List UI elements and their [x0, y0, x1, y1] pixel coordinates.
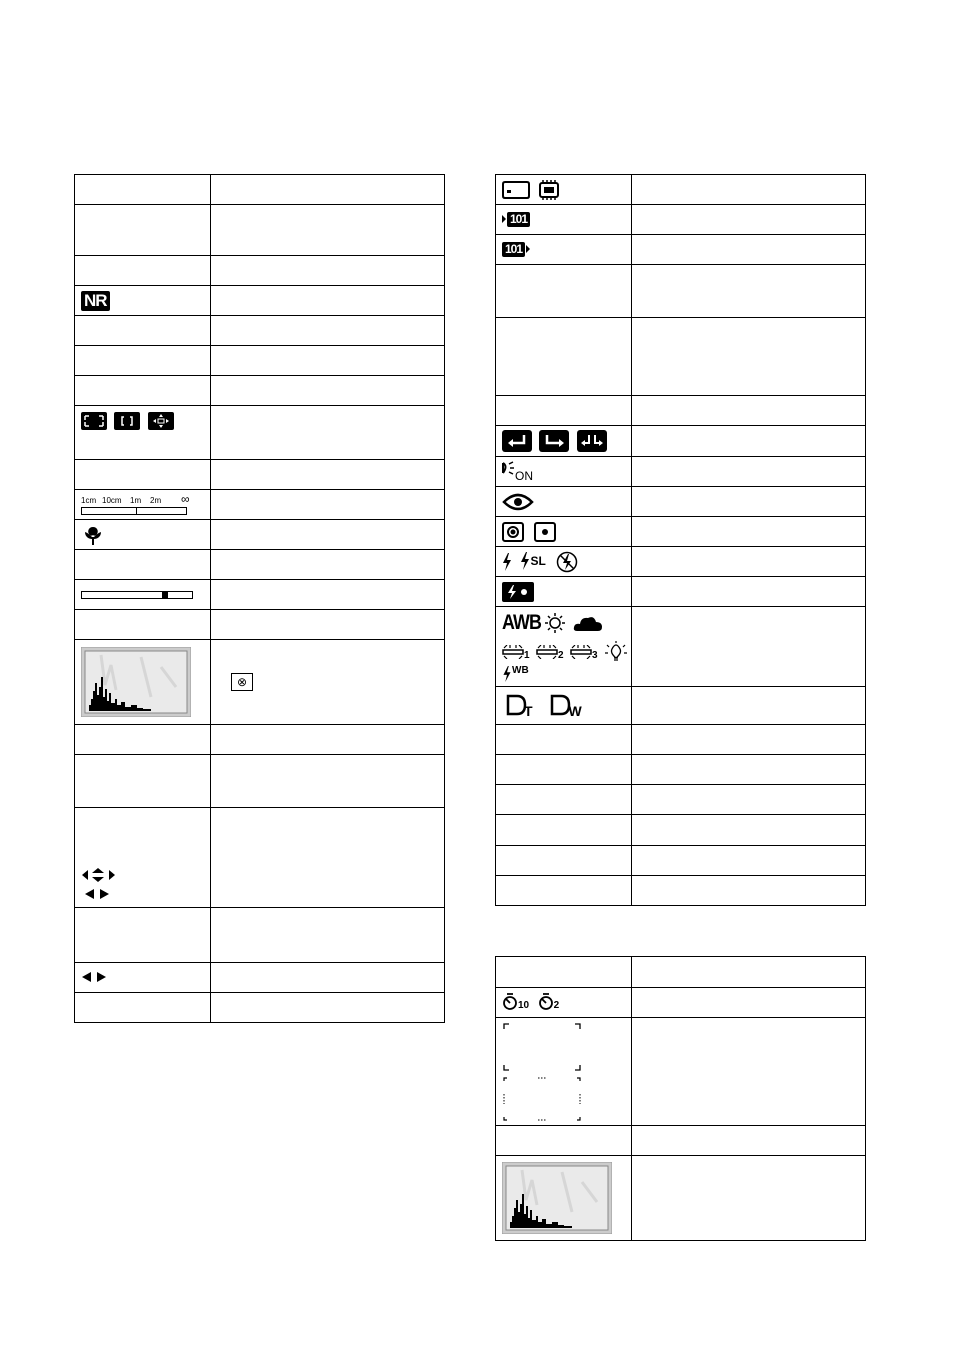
left-indicator-table [74, 174, 445, 1023]
flash-slow-sync-icon: SL [520, 552, 545, 570]
histogram-image [81, 647, 191, 717]
af-flexible-spot-icon [148, 412, 174, 430]
metering-multi-icon [502, 522, 524, 542]
noise-reduction-icon: NR [81, 291, 110, 311]
timer-indicator-table [495, 956, 866, 1241]
af-range-center-icon [114, 412, 140, 430]
zoom-wide-icon: W [550, 694, 586, 718]
internal-memory-icon [537, 180, 561, 200]
self-timer-2-icon: 2 [538, 993, 560, 1011]
exposure-bar [81, 591, 193, 599]
flash-off-icon [556, 551, 578, 573]
histogram-image [502, 1162, 612, 1234]
metering-spot-icon [534, 522, 556, 542]
fluorescent-3-icon: 3 [570, 643, 598, 661]
recording-folder-icon: 101 [502, 210, 530, 228]
focus-scale-marker [136, 507, 137, 515]
awb-icon: AWB [502, 611, 542, 634]
zoom-tele-icon: T [506, 694, 538, 718]
left-right-arrows-icon [83, 887, 119, 901]
recording-mode-normal-icon [502, 430, 532, 452]
daylight-sun-icon [544, 612, 566, 634]
white-balance-icons [502, 611, 631, 635]
warning-cross-icon: ⊗ [231, 673, 253, 691]
memory-stick-icon [502, 180, 530, 200]
af-range-multi-icon [81, 412, 107, 430]
fluorescent-2-icon: 2 [536, 643, 564, 661]
fluorescent-1-icon: 1 [502, 643, 530, 661]
left-right-arrows-icon [81, 970, 111, 984]
four-way-arrows-icon [81, 867, 117, 883]
cloudy-icon [573, 613, 603, 633]
exposure-bar-marker [162, 591, 168, 599]
recording-mode-continuous-icon [539, 430, 569, 452]
flash-wb-icon: WB [502, 665, 529, 683]
focus-scale-bar [81, 507, 187, 515]
incandescent-bulb-icon [604, 641, 628, 663]
right-indicator-table [495, 174, 866, 906]
macro-tulip-icon [81, 524, 105, 546]
flash-level-icon [502, 582, 534, 602]
focus-distance-scale: 1cm 10cm 1m 2m ∞ [81, 495, 191, 515]
af-range-finder-multipoint-icon [502, 1076, 582, 1122]
playback-folder-icon: 101 [502, 240, 530, 258]
recording-mode-bracket-icon [577, 430, 607, 452]
af-range-finder-frame-icon [502, 1022, 582, 1072]
flash-forced-icon [502, 553, 512, 571]
cell [75, 175, 211, 205]
self-timer-10-icon: 10 [502, 993, 529, 1011]
af-illuminator-on-icon: ON [502, 461, 542, 483]
red-eye-reduction-icon [502, 492, 534, 512]
